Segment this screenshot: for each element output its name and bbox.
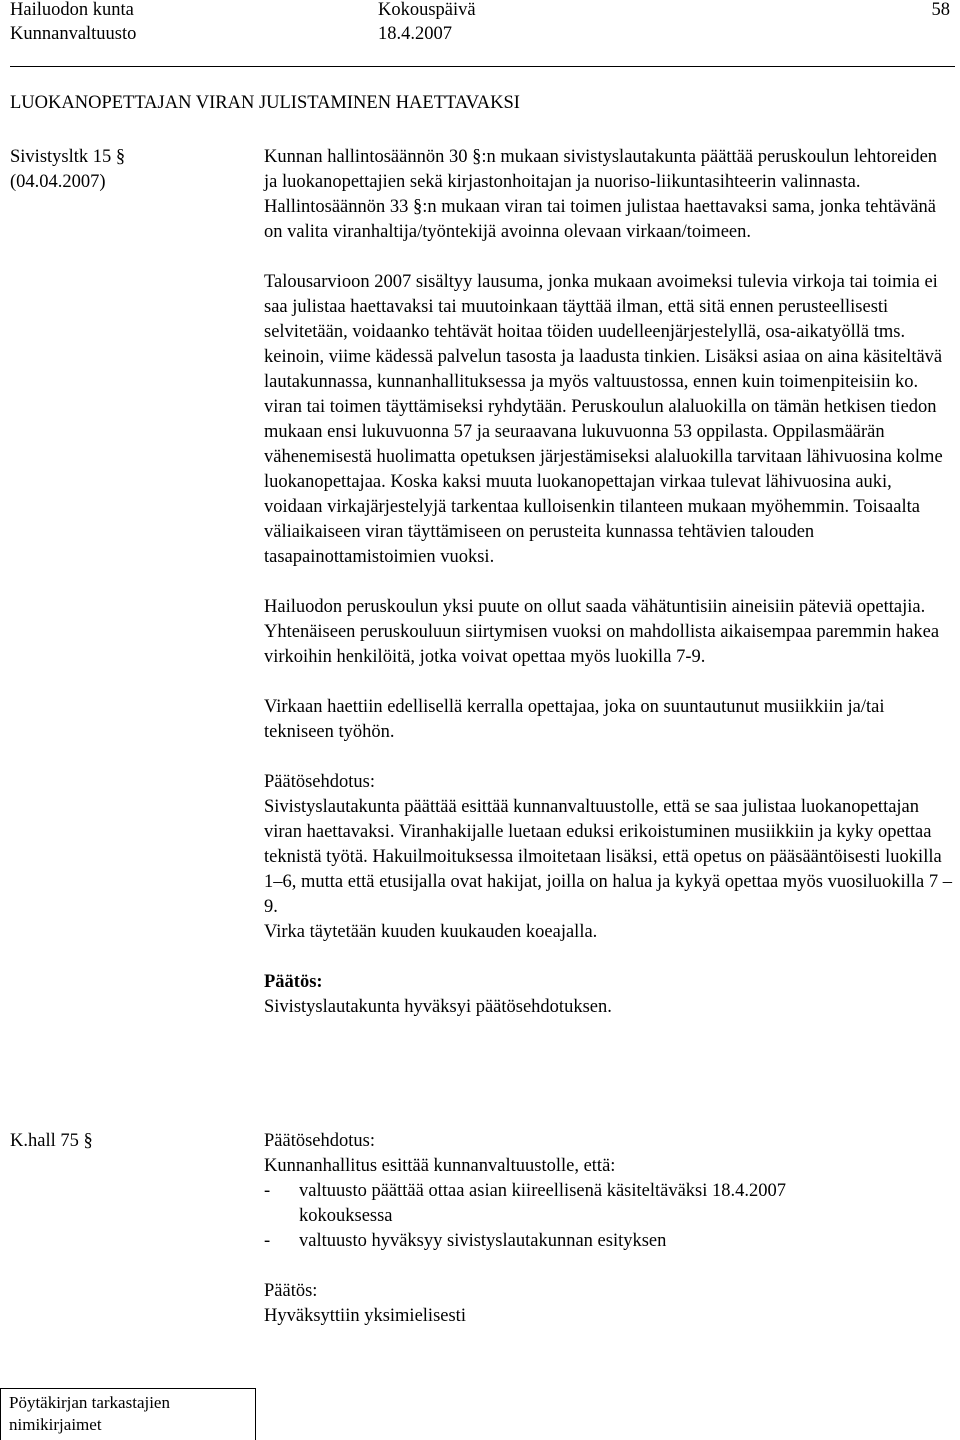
decision-label: Päätös: xyxy=(264,972,323,992)
khall-decision-text: Hyväksyttiin yksimielisesti xyxy=(264,1306,466,1326)
bullet-dash: - xyxy=(264,1231,271,1251)
khall-proposal-label: Päätösehdotus: xyxy=(264,1131,375,1151)
header-date: 18.4.2007 xyxy=(378,24,452,44)
bullet-dash: - xyxy=(264,1181,271,1201)
khall-bullet-1-text: valtuusto päättää ottaa asian kiireellisenä käsiteltäväksi 18.4.2007 xyxy=(299,1181,787,1201)
proposal-label: Päätösehdotus: xyxy=(264,772,375,792)
main-body xyxy=(264,145,954,1020)
paragraph-2: Talousarvioon 2007 sisältyy lausuma, jonka mukaan avoimeksi tulevia virkoja tai toimia ei saa julistaa haettavaksi tai muutoinkaan täyttää ilman, että sitä ennen perusteellisesti selvitetään, voidaanko tehtävät hoitaa töiden uudelleenjärjestelyllä, osa-aikatyöllä tms. keinoin, viime kädessä palvelun tasosta ja laadusta tinkien. Lisäksi asiaa on aina käsiteltävä lautakunnassa, kunnanhallituksessa ja myös valtuustossa, ennen kuin toimenpiteisiin ko. viran tai toimen täyttämiseksi ryhdytään. Peruskoulun alaluokilla on tämän hetkisen tiedon mukaan ensi lukuvuonna 57 ja seuraavana lukuvuonna 53 oppilasta. Oppilasmäärän vähenemisestä huolimatta opetuksen järjestämiseksi alaluokilla tarvitaan lähivuosina kolme luokanopettajaa. Koska kaksi muuta luokanopettajan virkaa tulevat lähivuosina auki, voidaan virkajärjestelyjä tarkentaa kulloisenkin tilanteen mukaan myöhemmin. Toisaalta väliaikaiseen viran täyttämiseen on perusteita kunnassa tehtävien talouden tasapainottamistoimien vuoksi. xyxy=(264,272,943,567)
khall-bullet-2 xyxy=(264,1229,954,1254)
page-title: LUOKANOPETTAJAN VIRAN JULISTAMINEN HAETTAVAKSI xyxy=(10,93,520,113)
decision-text: Sivistyslautakunta hyväksyi päätösehdotuksen. xyxy=(264,997,612,1017)
khall-bullet-1 xyxy=(264,1179,954,1204)
khall-bullet-1-cont: kokouksessa xyxy=(299,1206,393,1226)
paragraph-3: Hailuodon peruskoulun yksi puute on ollut saada vähätuntisiin aineisiin päteviä opettajia. Yhtenäiseen peruskouluun siirtymisen vuoksi on mahdollista aikaisempaa paremmin hakea virkoihin henkilöitä, jotka voivat opettaa myös luokilla 7-9. xyxy=(264,597,940,667)
footer-label-line2: nimikirjaimet xyxy=(9,1415,102,1434)
paragraph-4: Virkaan haettiin edellisellä kerralla opettajaa, joka on suuntautunut musiikkiin ja/tai tekniseen työhön. xyxy=(264,697,885,742)
footer-initials-box xyxy=(0,1388,256,1440)
page-number: 58 xyxy=(931,0,950,20)
proposal-trial: Virka täytetään kuuden kuukauden koeajalla. xyxy=(264,922,598,942)
khall-intro: Kunnanhallitus esittää kunnanvaltuustolle, että: xyxy=(264,1156,616,1176)
khall-ref: K.hall 75 § xyxy=(10,1131,93,1151)
header-divider xyxy=(10,66,955,67)
khall-bullet-2-text: valtuusto hyväksyy sivistyslautakunnan esityksen xyxy=(299,1231,667,1251)
sivistysltk-date: (04.04.2007) xyxy=(10,172,106,192)
proposal-text: Sivistyslautakunta päättää esittää kunnanvaltuustolle, että se saa julistaa luokanopettajan viran haettavaksi. Viranhakijalle luetaan eduksi erikoistuminen musiikkiin ja kyky opettaa teknistä työtä. Hakuilmoituksessa ilmoitetaan lisäksi, että opetus on pääsääntöisesti luokilla 1–6, mutta että etusijalla ovat hakijat, joilla on halua ja kykyä opettaa myös vuosiluokilla 7 – 9. xyxy=(264,797,952,917)
khall-decision-label: Päätös: xyxy=(264,1281,318,1301)
header-body: Kunnanvaltuusto xyxy=(10,24,137,44)
khall-body xyxy=(264,1129,954,1329)
footer-label-line1: Pöytäkirjan tarkastajien xyxy=(9,1393,170,1412)
sivistysltk-ref: Sivistysltk 15 § xyxy=(10,147,126,167)
header-date-label: Kokouspäivä xyxy=(378,0,476,20)
paragraph-1: Kunnan hallintosäännön 30 §:n mukaan sivistyslautakunta päättää peruskoulun lehtoreiden ja luokanopettajien sekä kirjastonhoitajan ja nuoriso-liikuntasihteerin valinnasta. Hallintosäännön 33 §:n mukaan viran tai toimen julistaa haettavaksi sama, jonka tehtävänä on valita viranhaltija/työntekijä avoinna olevaan virkaan/toimeen. xyxy=(264,147,938,242)
header-municipality: Hailuodon kunta xyxy=(10,0,134,20)
